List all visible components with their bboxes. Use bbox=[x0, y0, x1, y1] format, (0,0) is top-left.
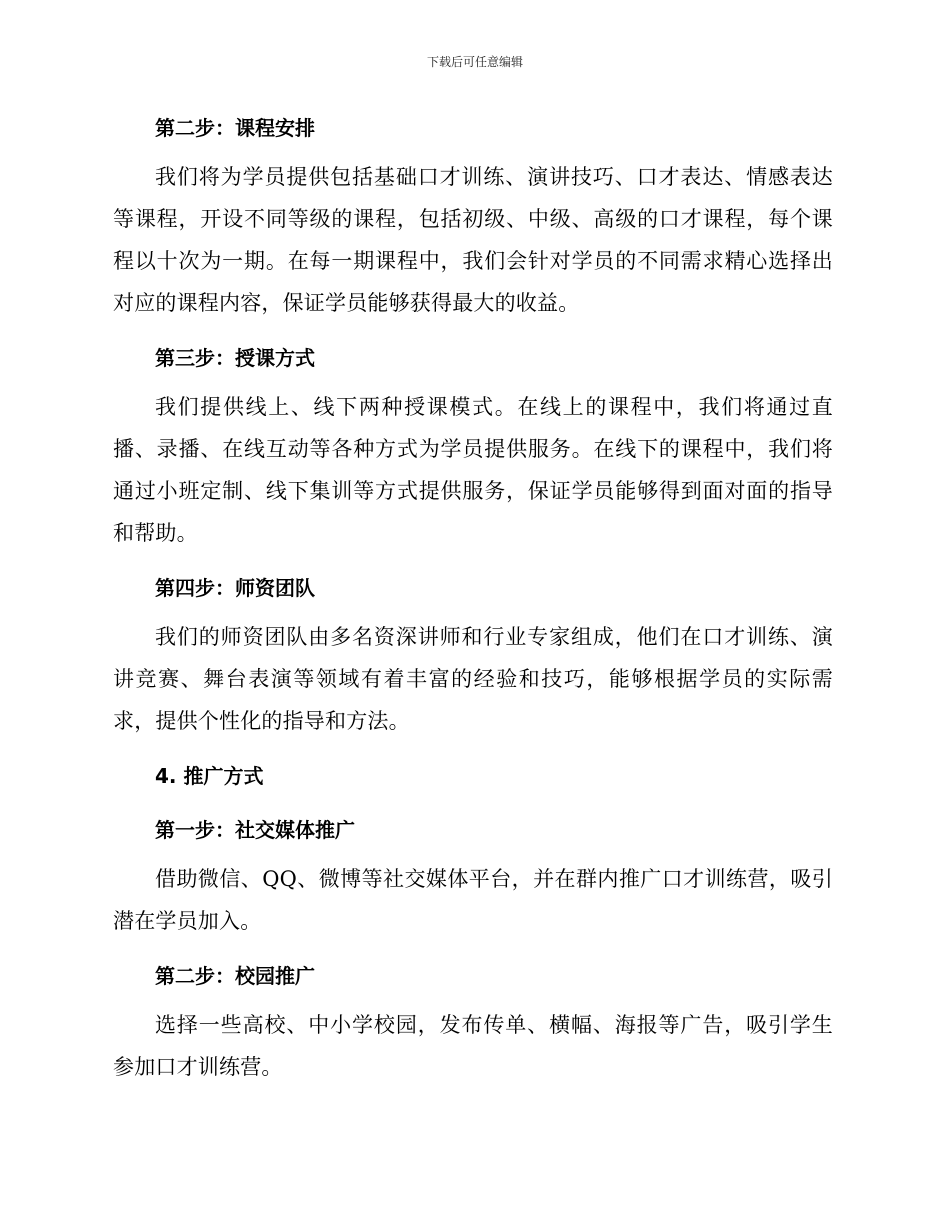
section-heading-promotion: 4. 推广方式 bbox=[155, 764, 264, 788]
section-heading-teaching-method: 第三步：授课方式 bbox=[155, 346, 315, 370]
paragraph-campus: 选择一些高校、中小学校园，发布传单、横幅、海报等广告，吸引学生参加口才训练营。 bbox=[113, 1013, 833, 1079]
paragraph-course-schedule: 我们将为学员提供包括基础口才训练、演讲技巧、口才表达、情感表达等课程，开设不同等级的课程，包括初级、中级、高级的口才课程，每个课程以十次为一期。在每一期课程中，我们会针对学员的不同需求精心选择出对应的课程内容，保证学员能够获得最大的收益。 bbox=[113, 165, 833, 315]
section-heading-faculty: 第四步：师资团队 bbox=[155, 576, 315, 600]
paragraph-teaching-method: 我们提供线上、线下两种授课模式。在线上的课程中，我们将通过直播、录播、在线互动等各种方式为学员提供服务。在线下的课程中，我们将通过小班定制、线下集训等方式提供服务，保证学员能够得到面对面的指导和帮助。 bbox=[113, 395, 833, 545]
document-body bbox=[113, 108, 833, 1088]
page-header: 下载后可任意编辑 bbox=[426, 55, 523, 69]
paragraph-faculty: 我们的师资团队由多名资深讲师和行业专家组成，他们在口才训练、演讲竞赛、舞台表演等领域有着丰富的经验和技巧，能够根据学员的实际需求，提供个性化的指导和方法。 bbox=[113, 625, 833, 733]
section-heading-campus: 第二步：校园推广 bbox=[155, 964, 315, 988]
section-heading-course-schedule: 第二步：课程安排 bbox=[155, 116, 315, 140]
section-heading-social-media: 第一步：社交媒体推广 bbox=[155, 818, 355, 842]
paragraph-social-media: 借助微信、QQ、微博等社交媒体平台，并在群内推广口才训练营，吸引潜在学员加入。 bbox=[113, 867, 833, 933]
